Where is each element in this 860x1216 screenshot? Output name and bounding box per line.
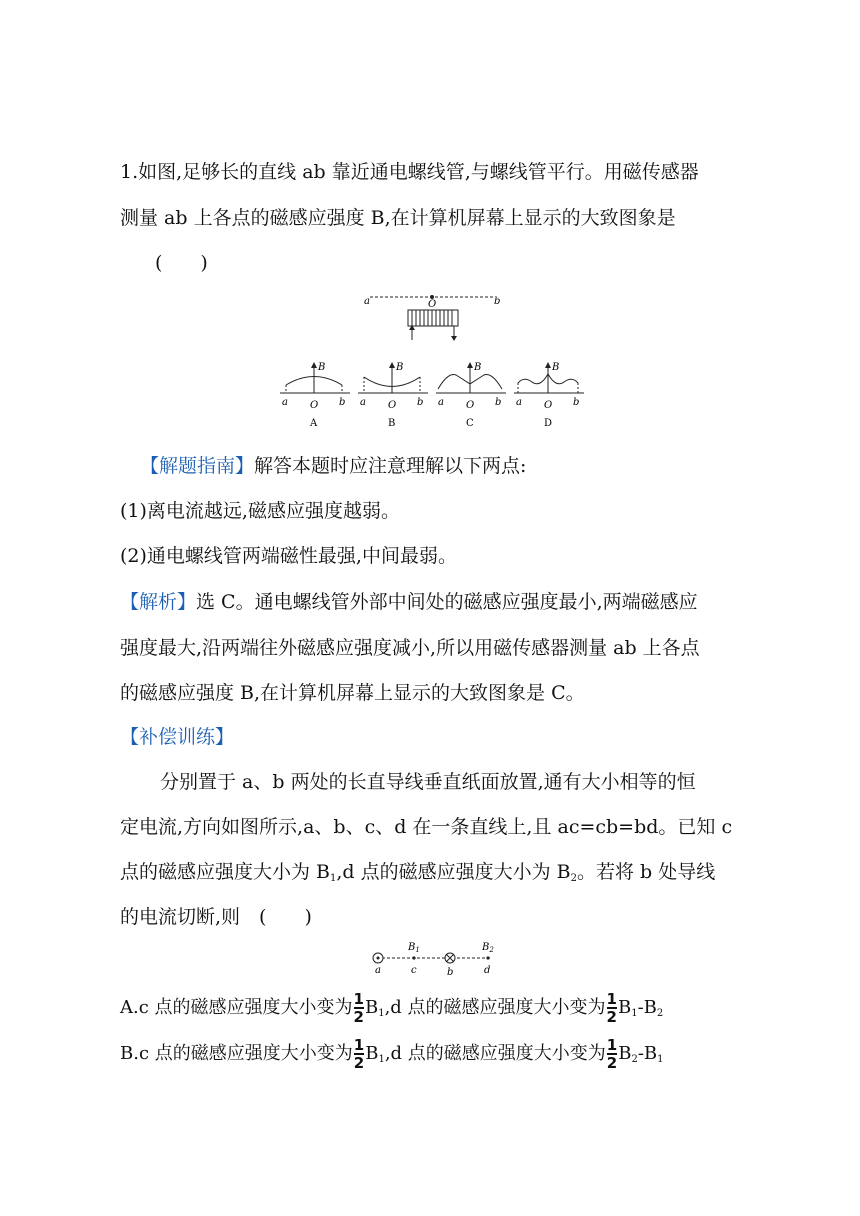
fig1-label-o: O [428,299,437,310]
option-label-A: A [310,418,318,429]
supplement-line-3: 点的磁感应强度大小为 $B_1,d$ 点的磁感应强度大小为 $B_2$。若将 b 处导线 [120,861,716,884]
svg-text:d: d [484,965,491,976]
graph-A [280,362,350,429]
svg-text:a: a [516,397,522,408]
graph-C [436,362,506,429]
guide-point-2: (2)通电螺线管两端磁性最强,中间最弱。 [120,545,457,567]
svg-text:O: O [466,400,475,411]
svg-text:O: O [388,400,397,411]
option-label-C: C [466,418,474,429]
answer-paren: ( ) [155,252,208,274]
guide-tag: 【解题指南】 [140,455,255,477]
analysis-line-1: 【解析】选 C。通电螺线管外部中间处的磁感应强度最小,两端磁感应 [120,591,698,613]
svg-text:b: b [339,397,346,408]
svg-text:b: b [417,397,424,408]
svg-text:a: a [375,965,381,976]
svg-text:B2: $B_2$ [482,942,494,954]
svg-text:B: B [396,362,404,373]
analysis-tag: 【解析】 [120,591,197,613]
svg-text:a: a [360,397,366,408]
svg-text:a: a [282,397,288,408]
option-B[interactable]: B.c 点的磁感应强度大小变为 $\frac{1}{2}$ $B_1,d$ 点的磁感应强度大小变为 $\frac{1}{2}$ $B_2-B_1$ [120,1036,664,1072]
graph-D [514,362,584,429]
supplement-line-4: 的电流切断,则 ( ) [120,906,312,928]
option-label-D: D [544,418,553,429]
question-line-1: 1.如图,足够长的直线 ab 靠近通电螺线管,与螺线管平行。用磁传感器 [120,161,699,183]
svg-text:b: b [573,397,580,408]
fig1-label-b: b [494,296,501,307]
svg-text:B: B [474,362,482,373]
graph-B [358,362,428,429]
guide-point-1: (1)离电流越远,磁感应强度越弱。 [120,500,400,522]
svg-text:B: B [318,362,326,373]
option-A[interactable]: A.c 点的磁感应强度大小变为 $\frac{1}{2}$ $B_1,d$ 点的磁感应强度大小变为 $\frac{1}{2}$ $B_1-B_2$ [120,990,664,1026]
option-graphs [278,356,588,431]
svg-text:a: a [438,397,444,408]
svg-text:O: O [544,400,553,411]
analysis-line-2: 强度最大,沿两端往外磁感应强度减小,所以用磁传感器测量 ab 上各点 [120,637,700,659]
supplement-tag: 【补偿训练】 [120,726,235,748]
svg-text:B1: $B_1$ [408,942,420,954]
analysis-line-3: 的磁感应强度 B,在计算机屏幕上显示的大致图象是 C。 [120,682,585,704]
supplement-line-2: 定电流,方向如图所示,a、b、c、d 在一条直线上,且 ac=cb=bd。已知 c [120,816,733,838]
guide-line [140,451,526,481]
svg-text:b: b [447,967,454,976]
solenoid-figure [360,290,510,345]
fig1-label-a: a [364,296,370,307]
svg-text:B: B [552,362,560,373]
svg-text:b: b [495,397,502,408]
option-label-B: B [388,418,396,429]
wire-figure [368,940,498,976]
svg-text:O: O [310,400,319,411]
question-line-2: 测量 ab 上各点的磁感应强度 B,在计算机屏幕上显示的大致图象是 [120,207,676,229]
guide-text: 解答本题时应注意理解以下两点: [254,455,527,477]
supplement-line-1: 分别置于 a、b 两处的长直导线垂直纸面放置,通有大小相等的恒 [160,771,696,793]
svg-text:c: c [411,965,417,976]
